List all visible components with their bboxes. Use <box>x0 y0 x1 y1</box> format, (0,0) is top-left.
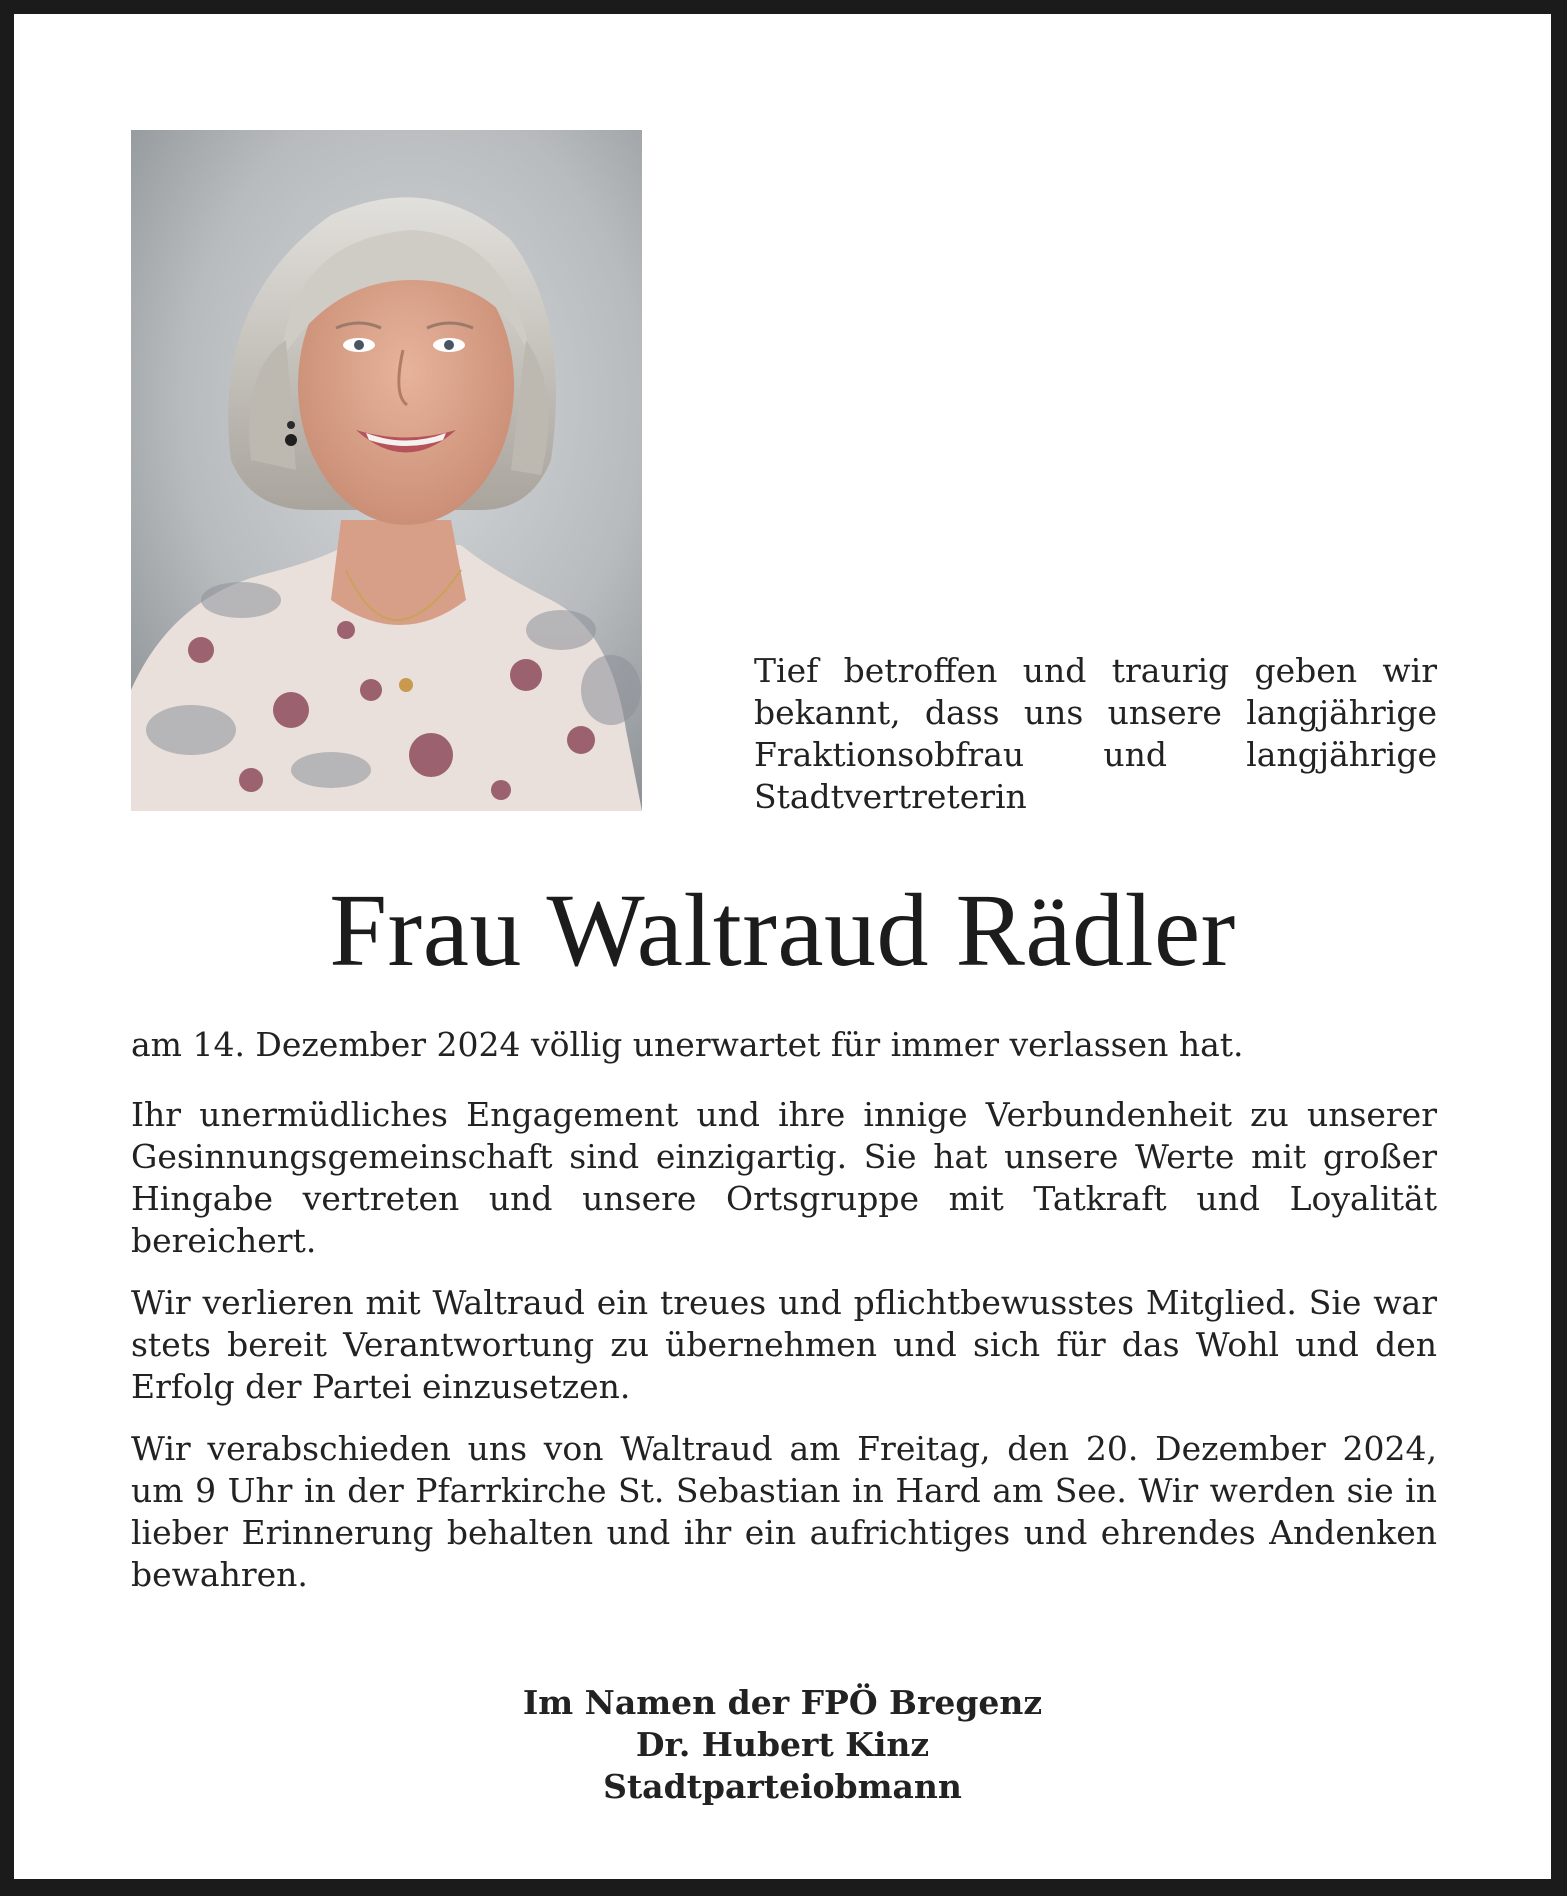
portrait-photo <box>131 130 642 811</box>
paragraph-funeral: Wir verabschieden uns von Waltraud am Freitag, den 20. Dezember 2024, um 9 Uhr in der Pfarrkirche St. Sebastian in Hard am See. Wir werden sie in lieber Erinnerung behalten und ihr ein aufrichtiges und ehrendes Andenken bewahren. <box>131 1429 1437 1594</box>
obituary-page <box>14 14 1551 1879</box>
paragraph-engagement: Ihr unermüdliches Engagement und ihre innige Verbundenheit zu unserer Gesinnungsgemeinschaft sind einzigartig. Sie hat unsere Werte mit großer Hingabe vertreten und unsere Ortsgruppe mit Tatkraft und Loyalität bereichert. <box>131 1095 1437 1260</box>
intro-text: Tief betroffen und traurig geben wir bekannt, dass uns unsere langjährige Fraktionsobfrau und langjährige Stadtvertreterin <box>754 651 1437 816</box>
signature-title: Stadtparteiobmann <box>603 1767 962 1806</box>
paragraph-member: Wir verlieren mit Waltraud ein treues und pflichtbewusstes Mitglied. Sie war stets bereit Verantwortung zu übernehmen und sich für das Wohl und den Erfolg der Partei einzusetzen. <box>131 1283 1437 1406</box>
signature-organization: Im Namen der FPÖ Bregenz <box>522 1683 1043 1722</box>
signature-name: Dr. Hubert Kinz <box>635 1725 930 1764</box>
obituary-body <box>131 1024 1437 1616</box>
paragraph-date: am 14. Dezember 2024 völlig unerwartet für immer verlassen hat. <box>131 1025 1244 1064</box>
deceased-name: Frau Waltraud Rädler <box>329 873 1236 988</box>
signature-block <box>14 1682 1551 1808</box>
